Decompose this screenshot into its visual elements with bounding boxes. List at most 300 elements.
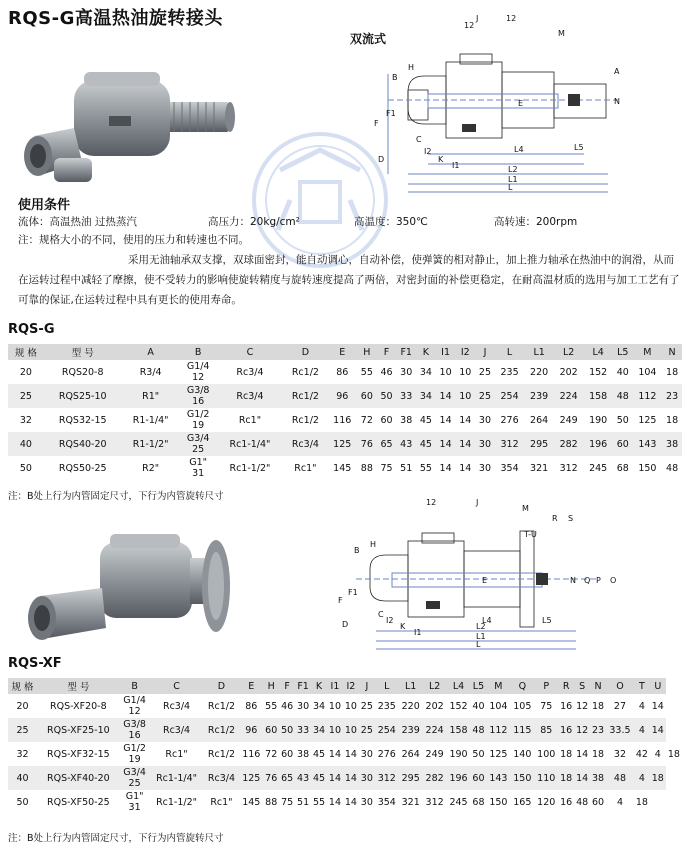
table-cell: 16 [560, 700, 573, 712]
diagram1-labels [374, 14, 620, 192]
table-cell: 10 [459, 366, 472, 378]
table-cell: RQS-XF20-8 [50, 700, 107, 712]
column-header: F [279, 678, 295, 694]
table-cell: 104 [638, 366, 657, 378]
table-cell: 4 [634, 766, 650, 790]
diag1-label-l4: L4 [514, 145, 524, 154]
diag2-label-n: N [570, 576, 576, 585]
table-cell: 249 [559, 414, 578, 426]
diag2-label-r: R [552, 514, 558, 523]
table-cell: RQS-XF32-15 [47, 748, 110, 760]
table-cell: Rc1-1/2" [156, 796, 198, 808]
table-cell: 220 [401, 700, 420, 712]
table-cell: 14 [650, 718, 666, 742]
column-header: L2 [423, 678, 447, 694]
table-cell: 239 [399, 718, 423, 742]
table-cell: G1" 31 [189, 457, 208, 479]
table-cell: 10 [439, 366, 452, 378]
table-cell: 43 [295, 766, 311, 790]
table-cell: 60 [380, 414, 393, 426]
table-cell: 14 [459, 462, 472, 474]
table-cell: 18 [667, 748, 680, 760]
table-cell: 46 [281, 700, 294, 712]
table-cell: 150 [638, 462, 657, 474]
table-cell: 235 [500, 366, 519, 378]
table-cell: 45 [419, 414, 432, 426]
table-cell: Rc1/2 [291, 366, 319, 378]
table-cell: RQS20-8 [61, 366, 104, 378]
table-cell: 4 [654, 748, 661, 760]
column-header: U [650, 678, 666, 694]
diag2-label-m: M [522, 504, 529, 513]
diag1-label-e: E [518, 99, 524, 108]
table-cell: 25 [8, 384, 44, 408]
table-cell: 120 [537, 796, 556, 808]
conditions-heading: 使用条件 [18, 198, 71, 213]
table-cell: 32 [613, 748, 626, 760]
diag2-label-d: D [342, 620, 349, 629]
table-cell: 30 [478, 414, 492, 426]
table-cell: 14 [344, 796, 357, 808]
table-cell: 110 [534, 766, 558, 790]
table-cell: 264 [401, 748, 420, 760]
table-cell: 10 [344, 700, 357, 712]
table-cell: Rc1" [165, 748, 188, 760]
table-cell: 220 [530, 366, 549, 378]
table-cell: 202 [425, 700, 444, 712]
table-cell: 165 [513, 796, 532, 808]
table-cell: R1-1/4" [132, 414, 169, 426]
table-cell: 76 [357, 432, 377, 456]
column-header: K [311, 678, 327, 694]
table-cell: 10 [343, 718, 359, 742]
table-cell: 86 [336, 366, 349, 378]
table-cell: 125 [638, 414, 657, 426]
column-header: P [534, 678, 558, 694]
diag2-label-f1: F1 [348, 588, 358, 597]
table-cell: 55 [360, 366, 373, 378]
page-title: RQS-G高温热油旋转接头 [8, 8, 223, 29]
table-cell: 14 [439, 414, 452, 426]
table-cell: 150 [489, 796, 508, 808]
table-cell: Rc1-1/4" [217, 432, 284, 456]
table-cell: 18 [592, 700, 605, 712]
table-cell: G1/4 12 [123, 695, 146, 717]
table-cell: 43 [396, 432, 416, 456]
table-cell: 245 [449, 796, 468, 808]
diag1-label-d: D [378, 155, 385, 164]
table-cell: 32 [16, 748, 29, 760]
table-cell: 282 [554, 432, 584, 456]
table-cell: Rc3/4 [150, 718, 204, 742]
diag1-label-h: H [408, 63, 415, 72]
column-header: J [475, 344, 495, 360]
table-cell: 276 [500, 414, 519, 426]
table-cell: 72 [360, 414, 373, 426]
conditions-row [18, 214, 678, 230]
table-cell: 224 [554, 384, 584, 408]
table-cell: 276 [377, 748, 396, 760]
table-g-note: 注：B处上行为内管固定尺寸，下行为内管旋转尺寸 [8, 491, 224, 502]
table-row [8, 718, 682, 742]
column-header: S [574, 678, 590, 694]
conditions-note: 注：规格大小的不同，使用的压力和转速也不同。 [18, 234, 249, 246]
column-header: H [357, 344, 377, 360]
column-header: 规 格 [8, 678, 37, 694]
table-cell: R1" [122, 384, 180, 408]
table-cell: 20 [19, 366, 32, 378]
table-cell: 50 [616, 414, 629, 426]
table-cell: 312 [375, 766, 399, 790]
table-cell: 48 [613, 384, 633, 408]
table-cell: 254 [375, 718, 399, 742]
table-cell: 125 [327, 432, 357, 456]
table-cell: 354 [500, 462, 519, 474]
table-cell: 16 [560, 796, 573, 808]
table-cell: 32 [19, 414, 32, 426]
column-header: L5 [613, 344, 633, 360]
table-g-header-row [8, 344, 682, 360]
table-cell: 125 [489, 748, 508, 760]
table-cell: 18 [592, 748, 605, 760]
product-photo-rqs-g [14, 66, 236, 186]
diag2-label-i2: I2 [386, 616, 394, 625]
table-cell: 12 [574, 718, 590, 742]
diag2-label-q: Q [584, 576, 591, 585]
diag1-label-b: B [392, 73, 398, 82]
table-cell: 4 [634, 718, 650, 742]
condition-pressure: 高压力：20kg/cm² [208, 216, 300, 228]
table-cell: 88 [360, 462, 373, 474]
table-cell: 14 [439, 462, 452, 474]
table-cell: 10 [328, 700, 342, 712]
table-cell: 18 [666, 414, 679, 426]
diag2-label-l: L [476, 640, 481, 649]
condition-fluid: 流体：高温热油 过热蒸汽 [18, 216, 137, 228]
table-cell: RQS32-15 [58, 414, 107, 426]
table-cell: RQS-XF40-20 [37, 766, 120, 790]
table-row [8, 766, 682, 790]
table-cell: Rc3/4 [236, 366, 264, 378]
table-cell: 152 [589, 366, 608, 378]
diag2-label-e: E [482, 576, 488, 585]
table-cell: 51 [400, 462, 413, 474]
table-cell: 145 [333, 462, 352, 474]
table-cell: 30 [359, 766, 375, 790]
table-cell: 18 [650, 766, 666, 790]
table-cell: 50 [472, 748, 485, 760]
column-header: L4 [447, 678, 471, 694]
table-cell: 140 [513, 748, 532, 760]
table-cell: RQS25-10 [44, 384, 122, 408]
diag2-label-f: F [338, 596, 343, 605]
column-header: H [263, 678, 279, 694]
diag2-label-i1: I1 [414, 628, 422, 637]
table-cell: 158 [447, 718, 471, 742]
column-header: I2 [343, 678, 359, 694]
table-cell: RQS-XF50-25 [47, 796, 110, 808]
table-cell: 20 [16, 700, 29, 712]
table-cell: 40 [8, 766, 37, 790]
table-cell: G1/2 19 [123, 743, 146, 765]
table-cell: G3/4 25 [120, 766, 150, 790]
column-header: J [359, 678, 375, 694]
diag2-label-h: H [370, 540, 377, 549]
column-header: N [590, 678, 606, 694]
diag2-label-12: 12 [426, 498, 437, 507]
column-header: E [327, 344, 357, 360]
table-cell: 249 [425, 748, 444, 760]
table-cell: 60 [357, 384, 377, 408]
table-cell: Rc3/4 [204, 766, 240, 790]
table-row [8, 360, 682, 384]
table-cell: 33 [396, 384, 416, 408]
table-cell: 45 [312, 748, 326, 760]
table-cell: 30 [475, 432, 495, 456]
table-cell: 14 [344, 748, 357, 760]
column-header: L [375, 678, 399, 694]
table-cell: 75 [540, 700, 553, 712]
table-cell: 48 [471, 718, 487, 742]
table-cell: 264 [530, 414, 549, 426]
diag1-label-l: L [508, 183, 513, 192]
table-cell: 65 [377, 432, 397, 456]
table-cell: 96 [327, 384, 357, 408]
table-cell: 30 [478, 462, 492, 474]
table-cell: 14 [574, 766, 590, 790]
diag1-label-c: C [416, 135, 422, 144]
description-paragraph: 采用无油轴承双支撑，双球面密封，能自动调心，自动补偿，使弹簧的相对静止，加上推力轴承在热油中的润滑，从而在运转过程中减轻了摩擦，使不受转力的影响使旋转精度与旋转速度提高了两倍，对密封面的补偿更稳定，在耐高温材质的选用与加工工艺有了可靠的保证,在运转过程中具有更长的使用寿命。 [18, 254, 680, 306]
table-cell: 25 [478, 366, 492, 378]
diag1-label-l5: L5 [574, 143, 584, 152]
diag2-label-l1: L1 [476, 632, 486, 641]
table-cell: 72 [265, 748, 278, 760]
table-cell: Rc1" [210, 796, 233, 808]
table-cell: 254 [495, 384, 525, 408]
table-cell: 40 [8, 432, 44, 456]
table-cell: Rc1/2 [207, 748, 235, 760]
diag2-label-k: K [400, 622, 406, 631]
table-cell: 143 [633, 432, 663, 456]
table-cell: 115 [510, 718, 534, 742]
column-header: M [633, 344, 663, 360]
column-header: Q [510, 678, 534, 694]
table-cell: 14 [651, 700, 664, 712]
table-cell: 68 [472, 796, 485, 808]
table-cell: 158 [583, 384, 613, 408]
column-header: F1 [295, 678, 311, 694]
diag1-label-k: K [438, 155, 444, 164]
diag2-label-l2: L2 [476, 622, 486, 631]
table-cell: 50 [19, 462, 32, 474]
diag1-label-n: N [614, 97, 620, 106]
table-cell: 96 [239, 718, 263, 742]
column-header: L1 [399, 678, 423, 694]
table-cell: 40 [616, 366, 629, 378]
table-cell: R2" [142, 462, 160, 474]
table-cell: 14 [328, 748, 342, 760]
column-header: L2 [554, 344, 584, 360]
diag2-label-j: J [476, 498, 479, 507]
table-cell: 190 [589, 414, 608, 426]
diag1-label-m: M [558, 29, 565, 38]
table-cell: 45 [416, 432, 436, 456]
diag1-label-l1: L1 [508, 175, 518, 184]
table-cell: 14 [576, 748, 589, 760]
table-cell: RQS40-20 [44, 432, 122, 456]
column-header: T [634, 678, 650, 694]
column-header: D [204, 678, 240, 694]
diag2-label-b: B [354, 546, 360, 555]
table-cell: 65 [279, 766, 295, 790]
table-cell: 18 [560, 748, 573, 760]
dual-flow-label: 双流式 [350, 32, 387, 46]
column-header: 型 号 [37, 678, 120, 694]
table-cell: Rc1" [294, 462, 317, 474]
table-cell: G1" 31 [125, 791, 144, 813]
table-row [8, 790, 682, 814]
table-cell: Rc3/4 [162, 700, 191, 712]
technical-drawing-rqs-g [368, 14, 684, 199]
diag1-label-a: A [614, 67, 620, 76]
table-cell: 50 [377, 384, 397, 408]
table-cell: 34 [311, 718, 327, 742]
diag1-label-f1: F1 [386, 109, 396, 118]
table-cell: 34 [312, 700, 326, 712]
table-xf-note: 注：B处上行为内管固定尺寸，下行为内管旋转尺寸 [8, 833, 224, 844]
table-cell: 116 [242, 748, 261, 760]
diag1-label-12b: 12 [506, 14, 517, 23]
table-cell: 104 [489, 700, 508, 712]
table-cell: Rc1/2 [204, 718, 240, 742]
table-cell: 48 [666, 462, 679, 474]
table-cell: 16 [558, 718, 574, 742]
table-cell: 116 [333, 414, 352, 426]
table-cell: 112 [633, 384, 663, 408]
table-cell: 30 [297, 700, 310, 712]
table-cell: 42 [635, 748, 648, 760]
table-cell: 25 [360, 700, 373, 712]
table-cell: 145 [242, 796, 261, 808]
table-cell: 312 [495, 432, 525, 456]
table-cell: 40 [472, 700, 485, 712]
table-cell: 18 [635, 796, 648, 808]
diag2-label-c: C [378, 610, 384, 619]
diag2-label-tu: T-U [524, 530, 537, 539]
table-cell: 202 [559, 366, 578, 378]
column-header: L4 [583, 344, 613, 360]
table-row [8, 408, 682, 432]
table-cell: 112 [486, 718, 510, 742]
table-cell: 4 [616, 796, 623, 808]
table-cell: 224 [423, 718, 447, 742]
table-g-label: RQS-G [8, 322, 55, 337]
table-cell: 312 [425, 796, 444, 808]
table-cell: G1/4 12 [186, 361, 210, 383]
table-cell: 125 [239, 766, 263, 790]
table-cell: 295 [524, 432, 554, 456]
table-cell: 235 [377, 700, 396, 712]
table-cell: 239 [524, 384, 554, 408]
column-header: L [495, 344, 525, 360]
table-xf-header-row [8, 678, 682, 694]
table-cell: 4 [638, 700, 645, 712]
table-cell: 75 [380, 462, 393, 474]
table-cell: 150 [510, 766, 534, 790]
table-row [8, 694, 682, 718]
column-header: N [662, 344, 682, 360]
table-cell: 48 [606, 766, 634, 790]
table-cell: 23 [590, 718, 606, 742]
table-cell: 25 [8, 718, 37, 742]
table-cell: 55 [265, 700, 278, 712]
diag2-label-l5: L5 [542, 616, 552, 625]
table-cell: 55 [419, 462, 432, 474]
column-header: E [239, 678, 263, 694]
table-cell: 105 [513, 700, 532, 712]
column-header: L5 [471, 678, 487, 694]
table-row [8, 432, 682, 456]
diag2-label-o: O [610, 576, 617, 585]
table-cell: 14 [343, 766, 359, 790]
table-cell: 282 [423, 766, 447, 790]
column-header: M [486, 678, 510, 694]
table-cell: 60 [281, 748, 294, 760]
column-header: F1 [396, 344, 416, 360]
table-cell: 14 [436, 432, 456, 456]
table-cell: RQS50-25 [58, 462, 107, 474]
technical-drawing-rqs-xf [336, 497, 648, 657]
table-cell: 354 [377, 796, 396, 808]
table-cell: 14 [459, 414, 472, 426]
table-cell: 50 [16, 796, 29, 808]
table-cell: 76 [263, 766, 279, 790]
table-cell: 60 [471, 766, 487, 790]
column-header: R [558, 678, 574, 694]
column-header: I2 [455, 344, 475, 360]
spec-table-rqs-g [8, 344, 682, 480]
table-cell: 75 [281, 796, 294, 808]
table-cell: 48 [576, 796, 589, 808]
column-header: C [217, 344, 284, 360]
diag1-label-i2: I2 [424, 147, 432, 156]
table-cell: 190 [449, 748, 468, 760]
table-cell: 245 [589, 462, 608, 474]
column-header: B [180, 344, 217, 360]
table-cell: Rc3/4 [217, 384, 284, 408]
table-cell: 25 [359, 718, 375, 742]
table-cell: 33 [295, 718, 311, 742]
table-cell: 27 [613, 700, 626, 712]
table-cell: Rc3/4 [283, 432, 327, 456]
table-cell: 18 [558, 766, 574, 790]
table-row [8, 742, 682, 766]
table-cell: Rc1" [238, 414, 262, 426]
table-cell: 14 [436, 384, 456, 408]
table-cell: 10 [327, 718, 343, 742]
table-cell: 68 [616, 462, 629, 474]
table-cell: 30 [360, 796, 373, 808]
table-cell: RQS-XF25-10 [37, 718, 120, 742]
spec-table-rqs-xf [8, 678, 682, 814]
column-header: L1 [524, 344, 554, 360]
table-cell: 18 [666, 366, 679, 378]
table-cell: 196 [447, 766, 471, 790]
table-cell: 86 [245, 700, 258, 712]
table-cell: Rc1/2 [283, 384, 327, 408]
table-cell: 14 [455, 432, 475, 456]
table-cell: 55 [312, 796, 326, 808]
